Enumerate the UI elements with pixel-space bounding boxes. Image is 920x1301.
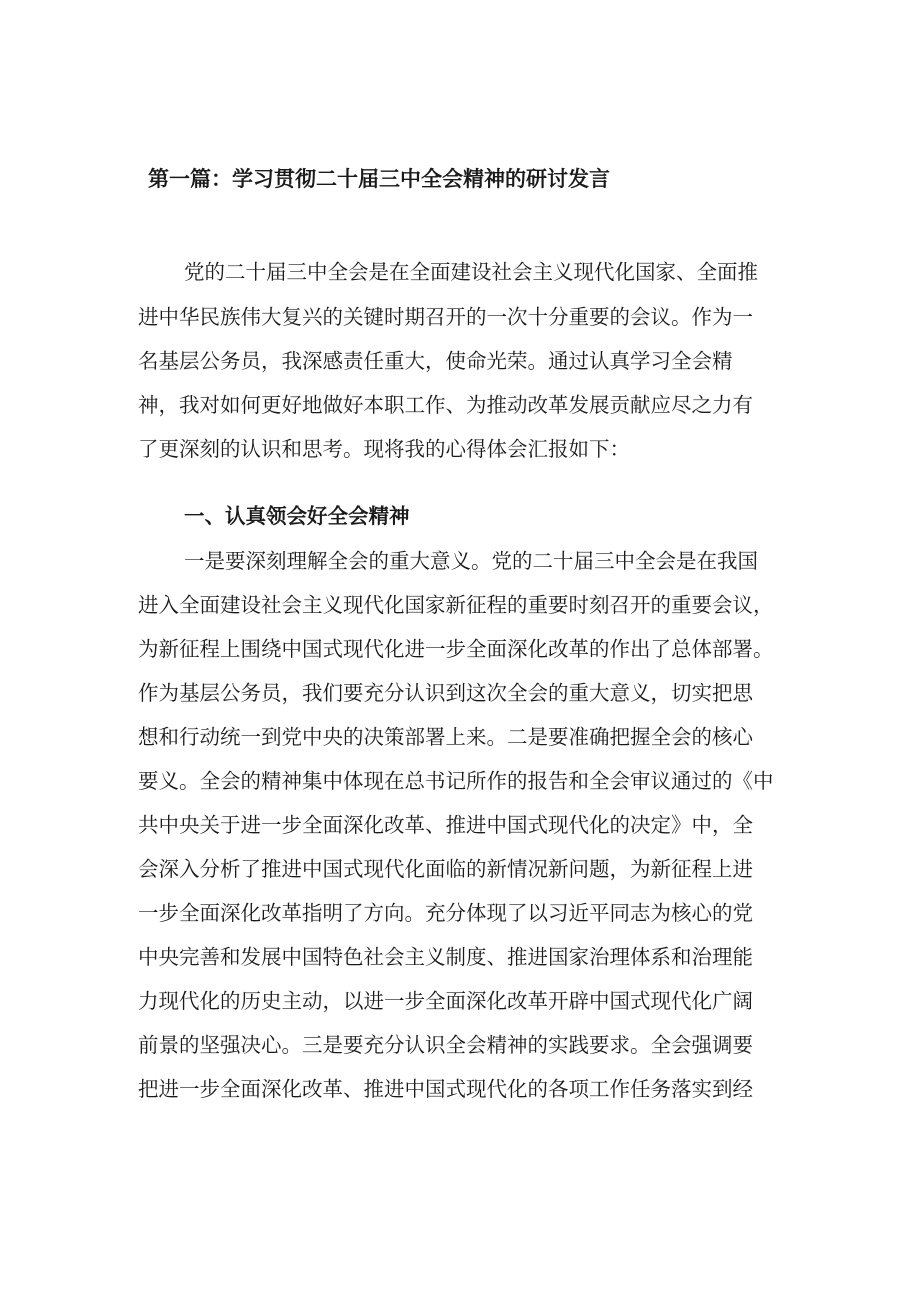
document-title: 第一篇：学习贯彻二十届三中全会精神的研讨发言 <box>148 167 610 191</box>
section-line: 前景的坚强决心。三是要充分认识全会精神的实践要求。全会强调要 <box>138 1033 753 1057</box>
section-line: 一步全面深化改革指明了方向。充分体现了以习近平同志为核心的党 <box>138 901 753 925</box>
section-line: 共中央关于进一步全面深化改革、推进中国式现代化的决定》中，全 <box>138 813 753 837</box>
section-line: 会深入分析了推进中国式现代化面临的新情况新问题，为新征程上进 <box>138 857 753 881</box>
section-line: 一是要深刻理解全会的重大意义。党的二十届三中全会是在我国 <box>184 549 758 573</box>
intro-line: 党的二十届三中全会是在全面建设社会主义现代化国家、全面推 <box>184 260 758 284</box>
section-line: 把进一步全面深化改革、推进中国式现代化的各项工作任务落实到经 <box>138 1077 753 1101</box>
section-line: 为新征程上围绕中国式现代化进一步全面深化改革的作出了总体部署。 <box>138 637 774 661</box>
intro-line: 名基层公务员，我深感责任重大，使命光荣。通过认真学习全会精 <box>138 349 733 373</box>
section-line: 进入全面建设社会主义现代化国家新征程的重要时刻召开的重要会议， <box>138 593 774 617</box>
intro-line: 神，我对如何更好地做好本职工作、为推动改革发展贡献应尽之力有 <box>138 393 753 417</box>
intro-line: 了更深刻的认识和思考。现将我的心得体会汇报如下： <box>138 437 630 461</box>
section-line: 要义。全会的精神集中体现在总书记所作的报告和全会审议通过的《中 <box>138 769 774 793</box>
intro-line: 进中华民族伟大复兴的关键时期召开的一次十分重要的会议。作为一 <box>138 305 753 329</box>
section-heading: 一、认真领会好全会精神 <box>184 504 410 528</box>
section-line: 中央完善和发展中国特色社会主义制度、推进国家治理体系和治理能 <box>138 945 753 969</box>
section-line: 想和行动统一到党中央的决策部署上来。二是要准确把握全会的核心 <box>138 725 753 749</box>
section-line: 力现代化的历史主动，以进一步全面深化改革开辟中国式现代化广阔 <box>138 989 753 1013</box>
section-line: 作为基层公务员，我们要充分认识到这次全会的重大意义，切实把思 <box>138 681 753 705</box>
